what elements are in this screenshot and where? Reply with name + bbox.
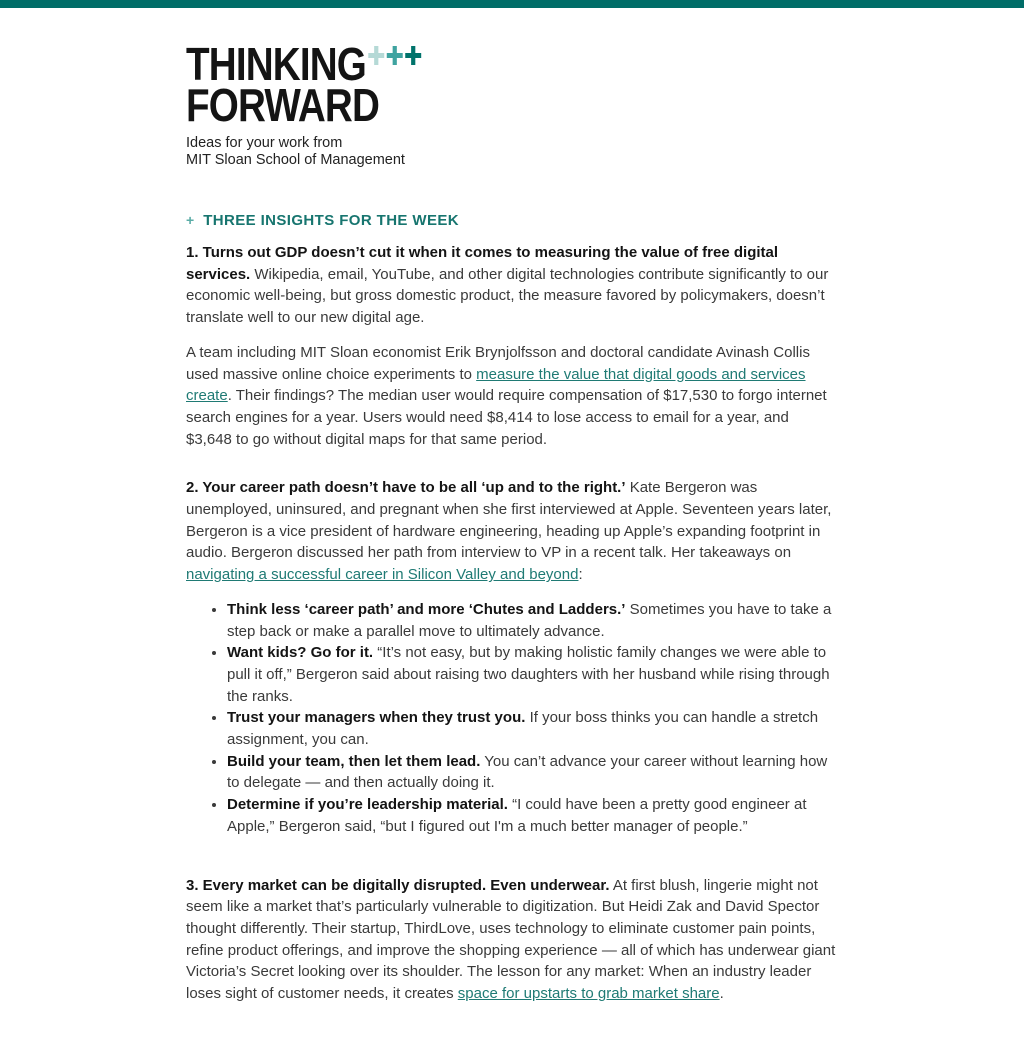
- takeaway-text: “It’s not easy, but by making holistic family changes we were able to pull it off,” Bergeron said about raising two daughters with her husband while rising through the ranks.: [227, 644, 830, 705]
- insight-1-lead: 1. Turns out GDP doesn’t cut it when it comes to measuring the value of free digital services.: [186, 244, 779, 283]
- list-item: [227, 794, 838, 837]
- insight-3-paragraph-1: [186, 875, 838, 1005]
- link-career-silicon-valley[interactable]: navigating a successful career in Silicon Valley and beyond: [186, 566, 579, 584]
- logo-title-line2: FORWARD: [186, 79, 380, 131]
- list-item: [227, 599, 838, 642]
- insight-3-text: .: [719, 985, 724, 1003]
- takeaway-text: You can’t advance your career without learning how to delegate — and then actually doing it.: [227, 752, 828, 792]
- tagline-line2: MIT Sloan School of Management: [186, 152, 405, 168]
- insight-1-text: A team including MIT Sloan economist Erik Brynjolfsson and doctoral candidate Avinash Collis used massive online choice experiments to: [186, 343, 810, 383]
- insight-1-text: . Their findings? The median user would require compensation of $17,530 to forgo internet search engines for a year. Users would need $8,414 to lose access to email for a year, and $3,648 to go without digital maps for that same period.: [186, 387, 827, 448]
- insight-2-text: Kate Bergeron was unemployed, uninsured, and pregnant when she first interviewed at Apple. Seventeen years later, Bergeron is a vice president of hardware engineering, heading up Apple’s expanding footprint in audio. Bergeron discussed her path from interview to VP in a recent talk. Her takeaways on: [186, 479, 832, 562]
- section-header-label: THREE INSIGHTS FOR THE WEEK: [203, 212, 459, 229]
- logo-plus-icons: [369, 46, 422, 65]
- link-measure-digital-value[interactable]: measure the value that digital goods and services create: [186, 365, 806, 405]
- logo-title-line1: THINKING: [186, 38, 367, 90]
- masthead: [186, 38, 838, 169]
- insight-1-paragraph-1: [186, 242, 838, 329]
- takeaway-text: If your boss thinks you can handle a stretch assignment, you can.: [227, 709, 819, 749]
- tagline-line1: Ideas for your work from: [186, 135, 343, 151]
- takeaway-lead: Want kids? Go for it.: [227, 644, 374, 662]
- plus-icon: [369, 46, 385, 65]
- newsletter-logo: [186, 38, 421, 131]
- insight-2-paragraph-1: [186, 477, 838, 586]
- takeaways-list: [186, 599, 838, 838]
- list-item: [227, 642, 838, 707]
- insight-2-lead: 2. Your career path doesn’t have to be all ‘up and to the right.’: [186, 479, 626, 497]
- list-item: [227, 707, 838, 750]
- top-accent-bar: [0, 0, 1024, 8]
- plus-icon: +: [186, 211, 195, 228]
- takeaway-lead: Determine if you’re leadership material.: [227, 796, 508, 814]
- masthead-tagline: [186, 135, 838, 169]
- plus-icon: [406, 46, 422, 65]
- plus-icon: [387, 46, 403, 65]
- takeaway-lead: Think less ‘career path’ and more ‘Chutes and Ladders.’: [227, 600, 626, 618]
- takeaway-text: Sometimes you have to take a step back or make a parallel move to ultimately advance.: [227, 600, 832, 640]
- list-item: [227, 751, 838, 794]
- insight-1: [186, 242, 838, 450]
- insight-1-text: Wikipedia, email, YouTube, and other digital technologies contribute significantly to our economic well-being, but gross domestic product, the measure favored by policymakers, doesn’t translate well to our new digital age.: [186, 265, 829, 327]
- insight-1-paragraph-2: [186, 342, 838, 451]
- takeaway-text: “I could have been a pretty good engineer at Apple,” Bergeron said, “but I figured out I'm a much better manager of people.”: [227, 796, 807, 835]
- takeaway-lead: Build your team, then let them lead.: [227, 752, 481, 770]
- takeaway-lead: Trust your managers when they trust you.: [227, 709, 526, 727]
- newsletter-body: [186, 8, 838, 1045]
- insight-3-lead: 3. Every market can be digitally disrupted. Even underwear.: [186, 876, 610, 894]
- insight-2-text: :: [578, 566, 583, 584]
- link-upstarts-market-share[interactable]: space for upstarts to grab market share: [457, 985, 720, 1003]
- section-header: [186, 212, 838, 229]
- insight-3-text: At first blush, lingerie might not seem like a market that’s particularly vulnerable to digitization. But Heidi Zak and David Spector thought differently. Their startup, ThirdLove, uses technology to eliminate customer pain points, refine product offerings, and improve the shopping experience — all of which has underwear giant Victoria’s Secret looking over its shoulder. The lesson for any market: When an industry leader loses sight of customer needs, it creates: [186, 876, 836, 1003]
- insight-3: [186, 875, 838, 1005]
- insight-2: [186, 477, 838, 837]
